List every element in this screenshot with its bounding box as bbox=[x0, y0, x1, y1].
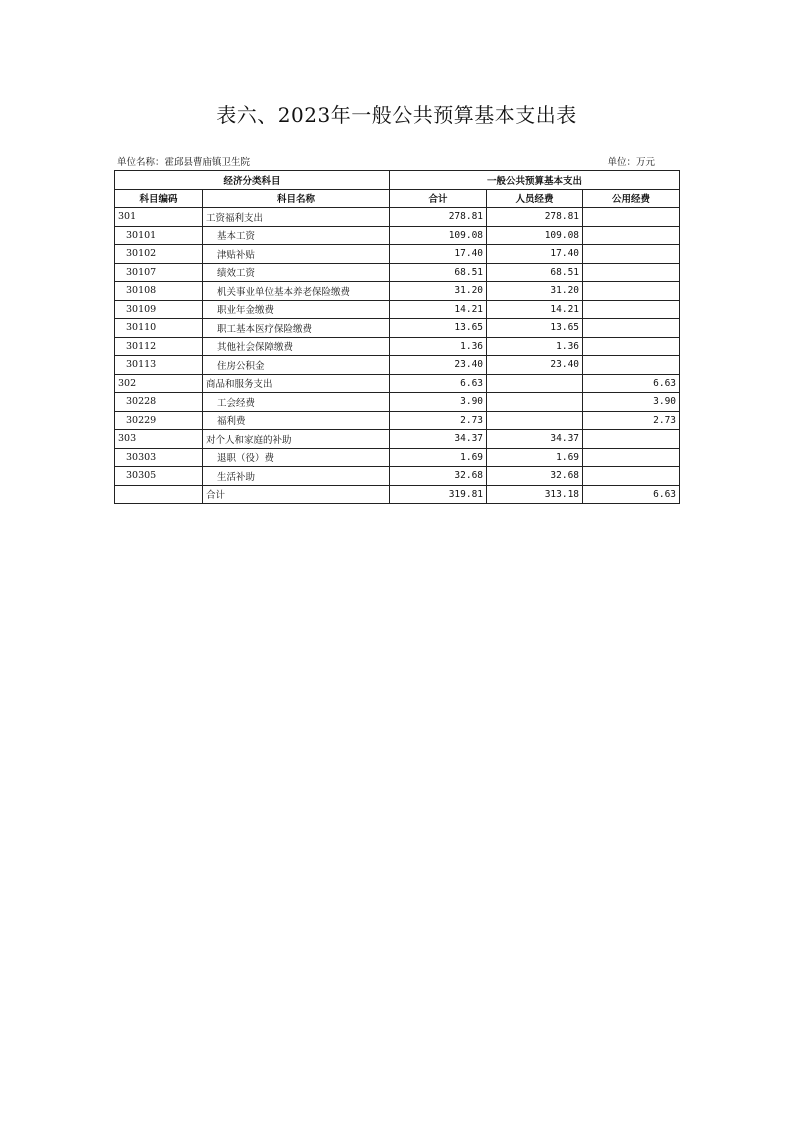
unit-name-label: 单位名称：霍邱县曹庙镇卫生院 bbox=[117, 157, 251, 168]
row-name: 住房公积金 bbox=[203, 356, 390, 375]
row-code bbox=[115, 485, 203, 504]
row-name: 津贴补贴 bbox=[203, 245, 390, 264]
table-row bbox=[115, 226, 680, 245]
budget-table bbox=[114, 170, 680, 504]
row-personnel bbox=[487, 411, 583, 430]
header-economic-classification: 经济分类科目 bbox=[115, 171, 390, 190]
row-total: 1.69 bbox=[390, 448, 487, 467]
row-personnel bbox=[487, 374, 583, 393]
table-row bbox=[115, 245, 680, 264]
column-header-public: 公用经费 bbox=[583, 189, 680, 208]
row-personnel: 17.40 bbox=[487, 245, 583, 264]
table-body bbox=[115, 208, 680, 504]
row-code: 301 bbox=[115, 208, 203, 227]
row-personnel: 13.65 bbox=[487, 319, 583, 338]
header-group-row bbox=[115, 171, 680, 190]
table-row bbox=[115, 337, 680, 356]
table-row bbox=[115, 448, 680, 467]
row-name: 工会经费 bbox=[203, 393, 390, 412]
row-total: 32.68 bbox=[390, 467, 487, 486]
row-name: 职业年金缴费 bbox=[203, 300, 390, 319]
row-name: 其他社会保障缴费 bbox=[203, 337, 390, 356]
row-public bbox=[583, 282, 680, 301]
row-public: 3.90 bbox=[583, 393, 680, 412]
row-personnel: 34.37 bbox=[487, 430, 583, 449]
row-total: 17.40 bbox=[390, 245, 487, 264]
table-row bbox=[115, 263, 680, 282]
row-code: 30107 bbox=[115, 263, 203, 282]
row-public bbox=[583, 300, 680, 319]
table-row bbox=[115, 430, 680, 449]
row-public: 6.63 bbox=[583, 374, 680, 393]
table-row bbox=[115, 282, 680, 301]
row-code: 30108 bbox=[115, 282, 203, 301]
row-total: 1.36 bbox=[390, 337, 487, 356]
table-row bbox=[115, 393, 680, 412]
row-code: 30305 bbox=[115, 467, 203, 486]
row-public bbox=[583, 448, 680, 467]
row-name: 福利费 bbox=[203, 411, 390, 430]
row-public bbox=[583, 263, 680, 282]
row-public bbox=[583, 226, 680, 245]
page-title: 表六、2023年一般公共预算基本支出表 bbox=[216, 103, 577, 127]
row-total: 3.90 bbox=[390, 393, 487, 412]
row-total: 23.40 bbox=[390, 356, 487, 375]
row-code: 30101 bbox=[115, 226, 203, 245]
row-code: 30102 bbox=[115, 245, 203, 264]
row-code: 30303 bbox=[115, 448, 203, 467]
row-code: 302 bbox=[115, 374, 203, 393]
row-personnel: 31.20 bbox=[487, 282, 583, 301]
row-name: 对个人和家庭的补助 bbox=[203, 430, 390, 449]
table-row bbox=[115, 300, 680, 319]
table-row bbox=[115, 411, 680, 430]
column-header-code: 科目编码 bbox=[115, 189, 203, 208]
row-total: 34.37 bbox=[390, 430, 487, 449]
row-total: 6.63 bbox=[390, 374, 487, 393]
column-header-total: 合计 bbox=[390, 189, 487, 208]
table-row bbox=[115, 374, 680, 393]
row-code: 30112 bbox=[115, 337, 203, 356]
row-total: 13.65 bbox=[390, 319, 487, 338]
row-total: 278.81 bbox=[390, 208, 487, 227]
row-name: 基本工资 bbox=[203, 226, 390, 245]
row-personnel: 109.08 bbox=[487, 226, 583, 245]
row-code: 30109 bbox=[115, 300, 203, 319]
row-personnel: 32.68 bbox=[487, 467, 583, 486]
row-personnel: 313.18 bbox=[487, 485, 583, 504]
row-public bbox=[583, 208, 680, 227]
row-public bbox=[583, 337, 680, 356]
row-name: 退职（役）费 bbox=[203, 448, 390, 467]
row-public: 6.63 bbox=[583, 485, 680, 504]
table-row bbox=[115, 319, 680, 338]
row-name: 商品和服务支出 bbox=[203, 374, 390, 393]
row-total: 14.21 bbox=[390, 300, 487, 319]
row-public bbox=[583, 319, 680, 338]
table-row bbox=[115, 467, 680, 486]
header-general-budget-basic-expenditure: 一般公共预算基本支出 bbox=[390, 171, 680, 190]
row-code: 30229 bbox=[115, 411, 203, 430]
row-total: 31.20 bbox=[390, 282, 487, 301]
column-header-name: 科目名称 bbox=[203, 189, 390, 208]
row-personnel: 1.69 bbox=[487, 448, 583, 467]
row-code: 30113 bbox=[115, 356, 203, 375]
row-code: 30110 bbox=[115, 319, 203, 338]
row-total: 109.08 bbox=[390, 226, 487, 245]
row-personnel: 278.81 bbox=[487, 208, 583, 227]
row-total: 68.51 bbox=[390, 263, 487, 282]
table-row bbox=[115, 485, 680, 504]
row-personnel: 1.36 bbox=[487, 337, 583, 356]
row-name: 职工基本医疗保险缴费 bbox=[203, 319, 390, 338]
row-personnel bbox=[487, 393, 583, 412]
row-total: 2.73 bbox=[390, 411, 487, 430]
table-row bbox=[115, 356, 680, 375]
row-public: 2.73 bbox=[583, 411, 680, 430]
row-public bbox=[583, 467, 680, 486]
row-personnel: 68.51 bbox=[487, 263, 583, 282]
row-personnel: 14.21 bbox=[487, 300, 583, 319]
row-name: 绩效工资 bbox=[203, 263, 390, 282]
row-public bbox=[583, 245, 680, 264]
row-public bbox=[583, 430, 680, 449]
row-public bbox=[583, 356, 680, 375]
table-row bbox=[115, 208, 680, 227]
currency-unit-label: 单位：万元 bbox=[607, 157, 655, 168]
row-name: 机关事业单位基本养老保险缴费 bbox=[203, 282, 390, 301]
header-column-row bbox=[115, 189, 680, 208]
row-personnel: 23.40 bbox=[487, 356, 583, 375]
row-name: 工资福利支出 bbox=[203, 208, 390, 227]
row-name: 合计 bbox=[203, 485, 390, 504]
row-code: 303 bbox=[115, 430, 203, 449]
row-total: 319.81 bbox=[390, 485, 487, 504]
column-header-personnel: 人员经费 bbox=[487, 189, 583, 208]
row-name: 生活补助 bbox=[203, 467, 390, 486]
row-code: 30228 bbox=[115, 393, 203, 412]
